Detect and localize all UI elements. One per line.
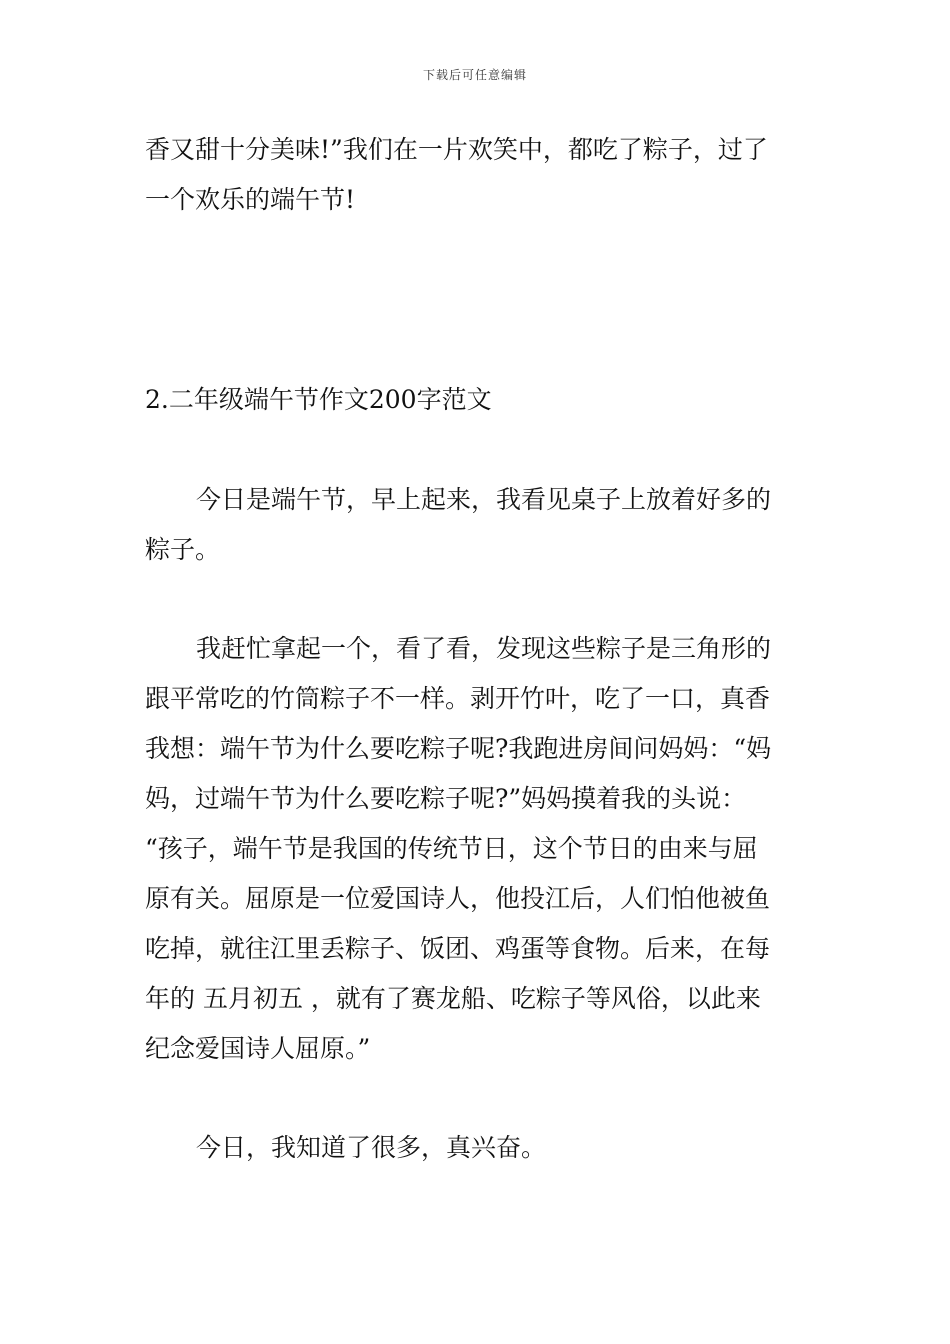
paragraph-line: 一个欢乐的端午节!: [145, 185, 356, 214]
paragraph-line: 原有关。屈原是一位爱国诗人，他投江后，人们怕他被鱼: [145, 884, 771, 913]
paragraph-line: 我想：端午节为什么要吃粽子呢?我跑进房间问妈妈：“妈: [145, 734, 772, 763]
paragraph-line: 今日，我知道了很多，真兴奋。: [196, 1133, 547, 1162]
paragraph-line: 我赶忙拿起一个，看了看，发现这些粽子是三角形的: [196, 634, 772, 663]
paragraph-line: 吃掉，就往江里丢粽子、饭团、鸡蛋等食物。后来，在每: [145, 934, 771, 963]
paragraph-line: 香又甜十分美味!”我们在一片欢笑中，都吃了粽子，过了: [145, 135, 768, 164]
paragraph-line: 年的 五月初五 ，就有了赛龙船、吃粽子等风俗，以此来: [145, 984, 761, 1013]
paragraph-line: “孩子，端午节是我国的传统节日，这个节日的由来与屈: [145, 834, 758, 863]
paragraph-line: 今日是端午节，早上起来，我看见桌子上放着好多的: [196, 485, 772, 514]
paragraph-line: 粽子。: [145, 535, 221, 564]
paragraph-line: 妈，过端午节为什么要吃粽子呢?”妈妈摸着我的头说：: [145, 784, 747, 813]
paragraph-line: 跟平常吃的竹筒粽子不一样。剥开竹叶，吃了一口，真香: [145, 684, 771, 713]
paragraph-line: 纪念爱国诗人屈原。”: [145, 1034, 371, 1063]
section-heading: 2.二年级端午节作文200字范文: [145, 385, 492, 414]
page-header: 下载后可任意编辑: [422, 68, 527, 82]
